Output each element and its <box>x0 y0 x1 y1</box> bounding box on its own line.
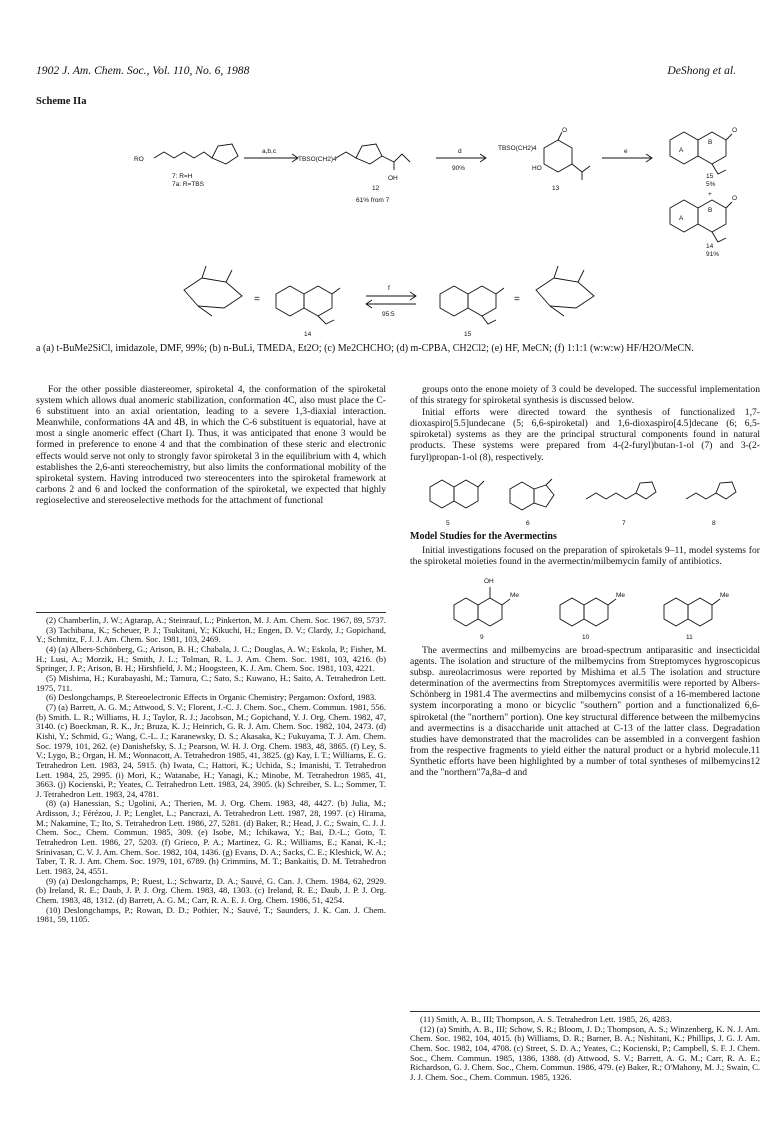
left-paragraph: For the other possible diastereomer, spiroketal 4, the conformation of the spiroketal system which allows dual anomeric stabilization, conformation 4C, also must place the C-6 substituent into an axial orientation, leading to a severe 1,3-diaxial interaction. Meanwhile, conformations 4A and 4B, in which the C-6 substituent is equatorial, have at most a single anomeric effect (Chart I). Thus, it was anticipated that enone 3 would be formed in preference to enone 4 and that the combination of these steric and electronic effects would serve not only to strongly favor spiroketal 3 in the equilibrium with 4, which establishes the 2,6-anti stereochemistry, but also limits the conformational mobility of the spiroketal system. Having introduced two stereocenters into the spiroketal framework at carbons 2 and 6 and locked the conformation of the spiroketal, we expected that highly regioselective and stereoselective methods for the attachment of functional <box>36 384 386 506</box>
label-tbso-12: TBSO(CH2)4 <box>298 156 337 163</box>
label-ro: RO <box>134 156 144 163</box>
label-ring-a-15: A <box>679 147 684 154</box>
label-condition-f: f <box>388 285 390 292</box>
reference: (4) (a) Albers-Schönberg, G.; Arison, B. H.; Chabala, J. C.; Douglas, A. W.; Eskola, P.; Fisher, M. H.; Lusi, A.; Morzik, H.; Smith, J. L.; Tolman, R. L. J. Am. Chem. Soc. 1981, 103, 4216. (b) Springer, J. P.; Arison, B. H.; Hirshfield, J. M.; Hoogsteen, K. J. Am. Chem. Soc. 1981, 103, 4221. <box>36 643 386 674</box>
references-left <box>36 612 386 925</box>
section-heading: Model Studies for the Avermectins <box>410 530 557 542</box>
label-percent-14: 91% <box>706 251 720 258</box>
reference: (6) Deslongchamps, P. Stereoelectronic Effects in Organic Chemistry; Pergamon: Oxford, 1983. <box>46 692 377 703</box>
label-compound-6: 6 <box>526 519 530 527</box>
reference: (8) (a) Hanessian, S.; Ugolini, A.; Therien, M. J. Org. Chem. 1983, 48, 4427. (b) Julia, M.; Ardisson, J.; Férézou, J. P.; Lenglet, L.; Pancrazi, A. Tetrahedron Lett. 1987, 28, 1997. (c) Hirama, M.; Nakamine, T.; Ito, S. Tetrahedron Lett. 1986, 27, 5281. (d) Baker, R.; Head, J. C.; Swain, C. J. J. Chem. Soc., Chem. Commun. 1985, 309. (e) Isobe, M.; Ichikawa, Y.; Bai, D.-L.; Goto, T. Tetrahedron Lett. 1986, 27, 5203. (f) Grieco, P. A.; Martinez, G. R.; Williams, E.; Kanai, K.-I.; Srinivasan, C. V. J. Am. Chem. Soc. 1982, 104, 1436. (g) Evans, D. A.; Sacks, C. E.; Kleshick, W. A.; Taber, T. R. J. Am. Chem. Soc. 1979, 101, 6789. (h) Crimmins, M. T.; Bankaitis, D. M. Tetrahedron Lett. 1983, 24, 4551. <box>36 798 386 877</box>
label-oh-9: OH <box>484 577 494 585</box>
label-compound-14: 14 <box>706 243 714 250</box>
label-bottom-15: 15 <box>464 331 472 338</box>
label-ring-a-14: A <box>679 215 684 222</box>
label-oh-12: OH <box>388 175 398 182</box>
right-paragraph: Initial investigations focused on the preparation of spiroketals 9–11, model systems for the spiroketal moieties found in the avermectin/milbemycin family of antibiotics. <box>410 544 760 567</box>
right-column-body <box>410 384 760 779</box>
left-column-body <box>36 384 386 507</box>
label-me-9: Me <box>510 591 520 599</box>
label-tbso-13: TBSO(CH2)4 <box>498 145 537 152</box>
reference: (9) (a) Deslongchamps, P.; Ruest, L.; Schwartz, D. A.; Sauvé, G. Can. J. Chem. 1984, 62, 2929. (b) Ireland, R. E.; Daub, J. P. J. Org. Chem. 1983, 48, 1303. (c) Ireland, R. E.; Daub, J. P. J. Org. Chem. 1983, 48, 1312. (d) Barrett, A. G. M.; Carr, R. A. E. J. Org. Chem. 1986, 51, 4254. <box>36 875 386 906</box>
label-plus: + <box>708 191 712 198</box>
label-compound-5: 5 <box>446 519 450 527</box>
label-o-13: O <box>562 127 568 134</box>
label-compound-12: 12 <box>372 185 380 192</box>
label-equals-2: = <box>514 294 520 305</box>
label-percent-15: 5% <box>706 181 716 188</box>
reference: (11) Smith, A. B., III; Thompson, A. S. Tetrahedron Lett. 1985, 26, 4283. <box>420 1014 672 1024</box>
references-right <box>410 1011 760 1083</box>
label-7a-rtbs: 7a: R=TBS <box>172 181 204 188</box>
scheme-footnote: a (a) t-BuMe2SiCl, imidazole, DMF, 99%; (b) n-BuLi, TMEDA, Et2O; (c) Me2CHCHO; (d) m-CPBA, CH2Cl2; (e) HF, MeCN; (f) 1:1:1 (w:w:w) HF/H2O/MeCN. <box>36 343 694 354</box>
label-compound-11: 11 <box>686 633 693 641</box>
label-ring-b-14: B <box>708 207 713 214</box>
label-compound-7: 7 <box>622 519 626 527</box>
reaction-scheme <box>36 110 746 350</box>
running-header-left: 1902 J. Am. Chem. Soc., Vol. 110, No. 6, 1988 <box>36 64 250 77</box>
reference: (10) Deslongchamps, P.; Rowan, D. D.; Pothier, N.; Sauvé, T.; Saunders, J. K. Can. J. Chem. 1981, 59, 1105. <box>36 904 386 925</box>
right-paragraph: The avermectins and milbemycins are broad-spectrum antiparasitic and insecticidal agents. The isolation and structure of the milbemycins from Streptomyces hygroscopicus subsp. aureolacrimosus were reported by Mishima et al.5 The isolation and structure determination of the avermectins from Streptomyces avermitilis were reported by Albers-Schönberg in 1981.4 The avermectins and milbemycins consist of a 16-membered lactone system incorporating a mono or bicyclic "southern" portion and a functionalized 6,6-spiroketal (the "northern" portion). One key structural difference between the milbemycins and avermectins is a disaccharide unit attached at C-13 of the latter class. Degradation studies have demonstrated that the macrolides can be assembled in a convergent fashion from the respective fragments to yield either the natural product or a hybrid molecule.11 Synthetic efforts have been highlighted by a number of total syntheses of milbemycins12 and the "northern"7a,8a–d and <box>410 644 760 778</box>
label-7-rh: 7: R=H <box>172 173 193 180</box>
label-me-11: Me <box>720 591 730 599</box>
reference: (2) Chamberlin, J. W.; Agtarap, A.; Steinrauf, L.; Pinkerton, M. J. Am. Chem. Soc. 1967, 89, 5737. <box>46 615 386 625</box>
label-compound-9: 9 <box>480 633 484 641</box>
label-condition-d: d <box>458 148 462 155</box>
scheme-title: Scheme IIa <box>36 96 87 107</box>
label-compound-8: 8 <box>712 519 716 527</box>
label-compound-10: 10 <box>582 633 590 641</box>
running-header-right: DeShong et al. <box>667 64 736 77</box>
label-o-15: O <box>732 127 738 134</box>
reference: (5) Mishima, H.; Kurabayashi, M.; Tamura, C.; Sato, S.; Kuwano, H.; Saito, A. Tetrahedron Lett. 1975, 711. <box>36 672 386 693</box>
label-yield-12: 61% from 7 <box>356 197 390 204</box>
reference: (7) (a) Barrett, A. G. M.; Attwood, S. V.; Florent, J.-C. J. Chem. Soc., Chem. Commun. 1981, 556. (b) Smith. L. R.; Williams, H. J.; Taylor, R. J.; Jacobson, M.; Gopichand, Y. J. Org. Chem. 1982, 47, 3140. (c) Boeckman, R. K., Jr.; Bruza, K. J.; Heinrich, G. R. J. Am. Chem. Soc. 1982, 104, 2473. (d) Kishi, Y.; Schmid, G.; Wang, C.-L. J.; Karanewsky, D. S.; Akasaka, K.; Fukuyama, T. J. Am. Chem. Soc. 1979, 101, 262. (e) Danishefsky, S. J.; Pearson, W. H. J. Org. Chem. 1983, 48, 3865. (f) Ley, S. V.; Lygo, B.; Organ, H. M.; Wonnacott, A. Tetrahedron 1985, 41, 3825. (g) Kay, I. T.; Williams, E. G. Tetrahedron Lett. 1983, 24, 5915. (h) Iwata, C.; Hattori, K.; Uchida, S.; Imanishi, T. Tetrahedron Lett. 1984, 25, 2995. (i) Mori, K.; Watanabe, H.; Yanagi, K.; Minobe, M. Tetrahedron 1985, 41, 3663. (j) Kocienski, P.; Yeates, C. Tetrahedron Lett. 1983, 24, 3905. (k) Schreiber, S. L.; Sommer, T. J. Tetrahedron Lett. 1983, 24, 4781. <box>36 701 386 799</box>
label-me-10: Me <box>616 591 626 599</box>
label-compound-15: 15 <box>706 173 714 180</box>
label-o-14: O <box>732 195 738 202</box>
label-yield-d: 90% <box>452 165 466 172</box>
structures-5-8 <box>410 465 760 529</box>
reference: (12) (a) Smith, A. B., III; Schow, S. R.; Bloom, J. D.; Thompson, A. S.; Winzenberg, K. N. J. Am. Chem. Soc. 1982, 104, 4015. (b) Williams, D. R.; Barner, B. A.; Nishitani, K.; Phillips, J. G. J. Am. Chem. Soc. 1982, 104, 4708. (c) Street, S. D. A.; Yeates, C.; Kocienski, P.; Campbell, S. F. J. Chem. Soc., Chem. Commun. 1985, 1386, 1388. (d) Attwood, S. V.; Barrett, A. G. M.; Carr, R. A. E.; Richardson, G. J. Chem. Soc., Chem. Commun. 1986, 479. (e) Baker, R.; O'Mahony, M. J.; Swain, C. J. J. Chem. Soc., Chem. Commun. 1985, 1326. <box>410 1023 760 1082</box>
label-conditions-abc: a,b,c <box>262 148 277 155</box>
label-ratio: 95:5 <box>382 311 395 318</box>
label-compound-13: 13 <box>552 185 560 192</box>
label-equals-1: = <box>254 294 260 305</box>
right-paragraph: groups onto the enone moiety of 3 could be developed. The successful implementation of this strategy for spiroketal synthesis is discussed below. <box>410 384 760 407</box>
label-ho-13: HO <box>532 165 542 172</box>
label-bottom-14: 14 <box>304 331 312 338</box>
label-condition-e: e <box>624 148 628 155</box>
label-ring-b-15: B <box>708 139 713 146</box>
reference: (3) Tachibana, K.; Scheuer, P. J.; Tsukitani, Y.; Kikuchi, H.; Engen, D. V.; Clardy, J.; Gopichand, Y.; Schmitz, F. J. J. Am. Chem. Soc. 1981, 103, 2469. <box>36 624 386 645</box>
right-paragraph: Initial efforts were directed toward the synthesis of functionalized 1,7-dioxaspiro[5.5]undecane (5; 6,6-spiroketal) and 1,6-dioxaspiro[4.5]decane (6; 6,5-spiroketal) systems as they are the principal structural components found in natural products. These systems were prepared from 4-(2-furyl)butan-1-ol (7) and 3-(2-furyl)propan-1-ol (8), respectively. <box>410 407 760 463</box>
structures-9-11 <box>410 569 760 643</box>
